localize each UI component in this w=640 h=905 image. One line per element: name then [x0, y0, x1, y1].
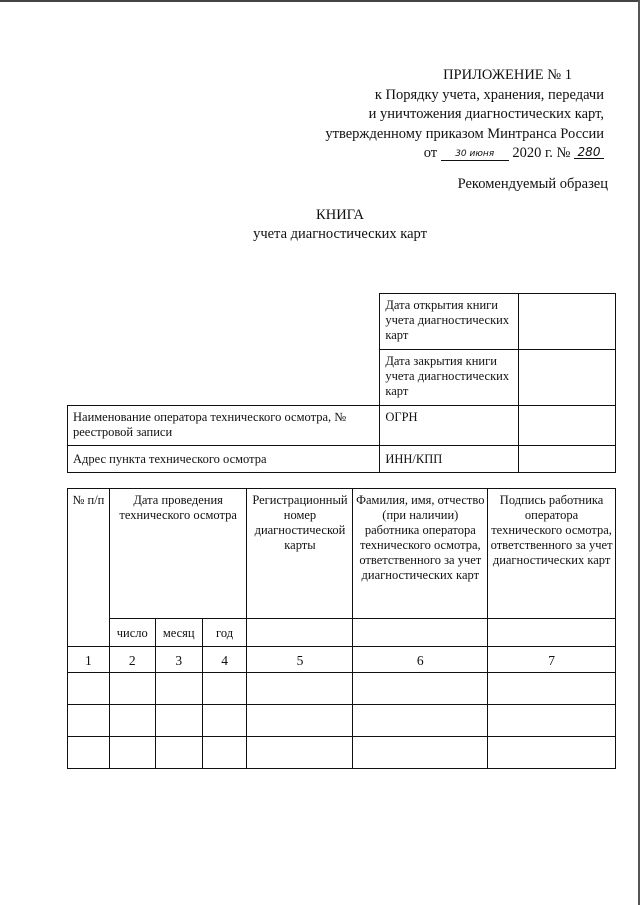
table-cell — [247, 673, 353, 705]
close-date-label: Дата закрытия книги учета диагностических карт — [380, 350, 519, 406]
ogrn-value — [519, 406, 616, 446]
inn-kpp-value — [519, 446, 616, 473]
table-row — [68, 705, 616, 737]
table-cell — [109, 673, 155, 705]
table-cell — [247, 737, 353, 769]
open-date-label: Дата открытия книги учета диагностических карт — [380, 294, 519, 350]
column-number: 1 — [68, 647, 110, 673]
table-cell — [202, 737, 247, 769]
column-number: 5 — [247, 647, 353, 673]
header-full-name: Фамилия, имя, отчество (при наличии) работника оператора технического осмотра, ответственного за учет диагностических карт — [353, 489, 488, 619]
table-cell — [488, 705, 616, 737]
subheader-empty — [488, 619, 616, 647]
header-date: Дата проведения технического осмотра — [109, 489, 247, 619]
table-cell — [353, 705, 488, 737]
column-number: 3 — [155, 647, 202, 673]
year-text: 2020 г. № — [512, 145, 571, 161]
header-reg-number: Регистрационный номер диагностической карты — [247, 489, 353, 619]
book-title-block — [0, 206, 640, 244]
subheader-month: месяц — [155, 619, 202, 647]
subheader-day: число — [109, 619, 155, 647]
book-subtitle: учета диагностических карт — [253, 226, 427, 242]
appendix-line-2: и уничтожения диагностических карт, — [368, 106, 604, 122]
table-cell — [202, 673, 247, 705]
ogrn-label: ОГРН — [380, 406, 519, 446]
sample-label: Рекомендуемый образец — [457, 176, 608, 192]
handwritten-order-number: 280 — [574, 146, 604, 159]
open-date-value — [519, 294, 616, 350]
subheader-empty — [353, 619, 488, 647]
subheader-year: год — [202, 619, 247, 647]
inn-kpp-label: ИНН/КПП — [380, 446, 519, 473]
scan-edge-top — [0, 0, 640, 2]
close-date-value — [519, 350, 616, 406]
appendix-line-1: к Порядку учета, хранения, передачи — [374, 86, 604, 103]
table-row — [68, 673, 616, 705]
table-cell — [155, 673, 202, 705]
appendix-date-line — [284, 144, 604, 164]
table-row — [68, 737, 616, 769]
table-cell — [488, 673, 616, 705]
table-cell — [155, 705, 202, 737]
table-cell — [109, 705, 155, 737]
book-title: КНИГА — [316, 207, 364, 223]
header-num: № п/п — [68, 489, 110, 647]
handwritten-date: 30 июня — [441, 148, 509, 161]
column-number: 4 — [202, 647, 247, 673]
diagnostic-cards-log-table — [67, 488, 616, 769]
subheader-empty — [247, 619, 353, 647]
book-info-table — [67, 293, 616, 473]
operator-label: Наименование оператора технического осмотра, № реестровой записи — [68, 406, 380, 446]
table-cell — [488, 737, 616, 769]
table-cell — [202, 705, 247, 737]
blank-area — [68, 294, 380, 406]
appendix-line-3: утвержденному приказом Минтранса России — [325, 125, 604, 142]
table-cell — [155, 737, 202, 769]
appendix-title: ПРИЛОЖЕНИЕ № 1 — [443, 67, 572, 83]
table-cell — [109, 737, 155, 769]
table-cell — [353, 737, 488, 769]
column-number: 6 — [353, 647, 488, 673]
column-number: 7 — [488, 647, 616, 673]
table-cell — [68, 673, 110, 705]
address-label: Адрес пункта технического осмотра — [68, 446, 380, 473]
table-cell — [247, 705, 353, 737]
date-prefix: от — [423, 145, 438, 161]
appendix-header — [284, 66, 604, 164]
table-cell — [353, 673, 488, 705]
header-signature: Подпись работника оператора технического осмотра, ответственного за учет диагностических карт — [488, 489, 616, 619]
column-number: 2 — [109, 647, 155, 673]
table-cell — [68, 737, 110, 769]
table-cell — [68, 705, 110, 737]
